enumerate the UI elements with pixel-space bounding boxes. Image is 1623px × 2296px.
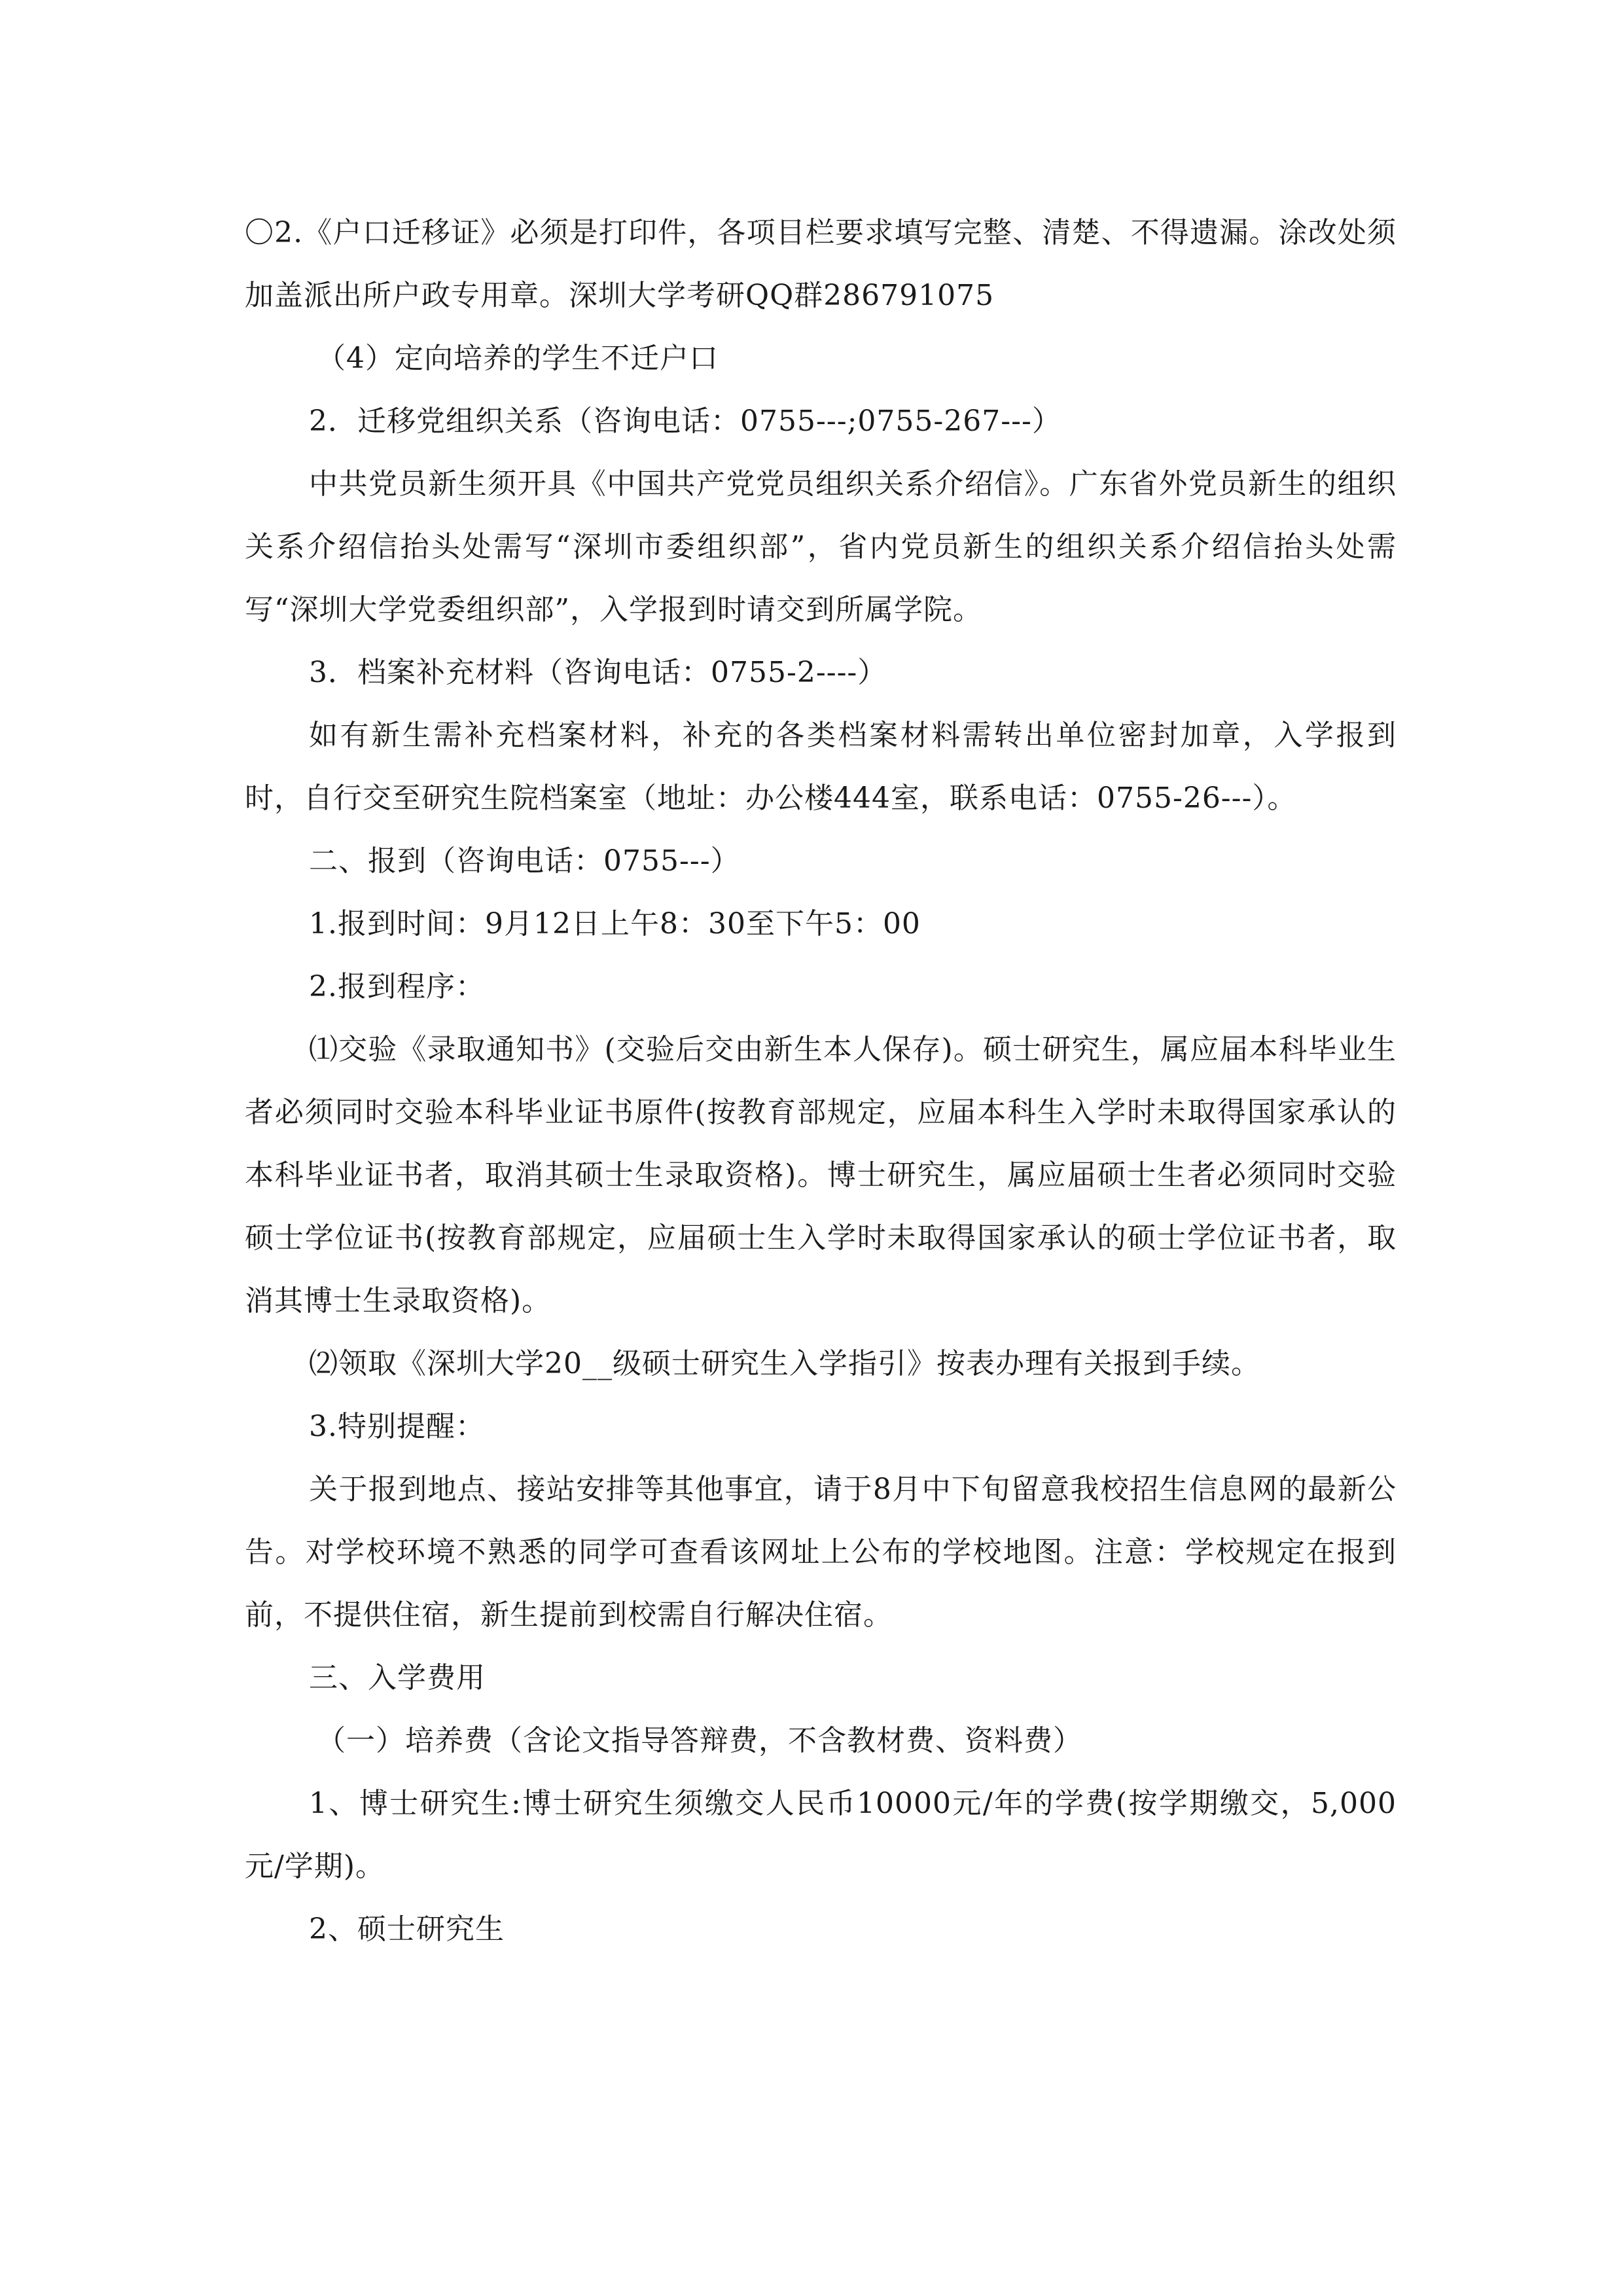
heading-archive-materials: 3．档案补充材料（咨询电话：0755-2----） — [309, 656, 887, 689]
heading-special-reminder: 3.特别提醒： — [309, 1410, 485, 1443]
heading-enrollment-fees: 三、入学费用 — [309, 1661, 486, 1695]
paragraph-doctoral-fee: 1、博士研究生:博士研究生须缴交人民币10000元/年的学费(按学期缴交，5,000元/学期)。 — [245, 1787, 1397, 1883]
heading-party-relation: 2．迁移党组织关系（咨询电话：0755---;0755-267---） — [309, 404, 1061, 438]
paragraph-archive-materials: 如有新生需补充档案材料，补充的各类档案材料需转出单位密封加章，入学报到时，自行交至研究生院档案室（地址：办公楼444室，联系电话：0755-26---）。 — [245, 719, 1397, 815]
document-body — [245, 202, 1397, 1961]
heading-training-fee: （一）培养费（含论文指导答辩费，不含教材费、资料费） — [317, 1724, 1082, 1757]
paragraph-special-reminder: 关于报到地点、接站安排等其他事宜，请于8月中下旬留意我校招生信息网的最新公告。对学校环境不熟悉的同学可查看该网址上公布的学校地图。注意：学校规定在报到前，不提供住宿，新生提前到校需自行解决住宿。 — [245, 1473, 1397, 1632]
paragraph-registration-time: 1.报到时间：9月12日上午8：30至下午5：00 — [309, 907, 921, 941]
paragraph-household-transfer: 〇2.《户口迁移证》必须是打印件，各项目栏要求填写完整、清楚、不得遗漏。涂改处须加盖派出所户政专用章。深圳大学考研QQ群286791075 — [245, 216, 1397, 312]
paragraph-party-letter: 中共党员新生须开具《中国共产党党员组织关系介绍信》。广东省外党员新生的组织关系介绍信抬头处需写“深圳市委组织部”，省内党员新生的组织关系介绍信抬头处需写“深圳大学党委组织部”，入学报到时请交到所属学院。 — [245, 467, 1397, 626]
paragraph-collect-guide: ⑵领取《深圳大学20__级硕士研究生入学指引》按表办理有关报到手续。 — [309, 1347, 1260, 1380]
paragraph-directed-training: （4）定向培养的学生不迁户口 — [317, 342, 719, 375]
paragraph-verify-notice: ⑴交验《录取通知书》(交验后交由新生本人保存)。硕士研究生，属应届本科毕业生者必须同时交验本科毕业证书原件(按教育部规定，应届本科生入学时未取得国家承认的本科毕业证书者，取消其硕士生录取资格)。博士研究生，属应届硕士生者必须同时交验硕士学位证书(按教育部规定，应届硕士生入学时未取得国家承认的硕士学位证书者，取消其博士生录取资格)。 — [245, 1033, 1397, 1318]
heading-registration: 二、报到（咨询电话：0755---） — [309, 844, 740, 878]
heading-registration-procedure: 2.报到程序： — [309, 970, 485, 1003]
heading-masters-fee: 2、硕士研究生 — [309, 1912, 505, 1946]
